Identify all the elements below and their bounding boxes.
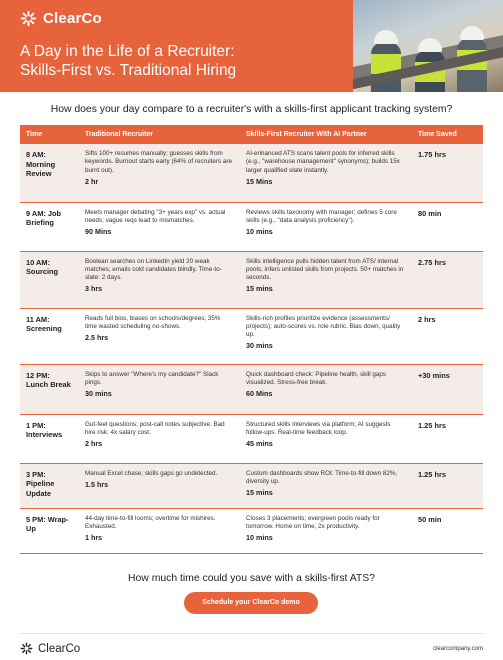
time-saved-value: 2 hrs xyxy=(412,308,483,364)
traditional-cell xyxy=(79,463,240,508)
worker-figure xyxy=(457,38,487,92)
row-time: 11 AM: Screening xyxy=(20,308,79,364)
time-saved-value: 2.75 hrs xyxy=(412,251,483,308)
worker-figure xyxy=(371,42,401,92)
traditional-cell xyxy=(79,144,240,202)
row-time: 3 PM: Pipeline Update xyxy=(20,463,79,508)
traditional-duration: 1.5 hrs xyxy=(85,479,109,489)
column-header-skills-first: Skills-First Recruiter With AI Partner xyxy=(240,125,412,144)
table-row xyxy=(20,508,483,553)
skills-first-duration: 15 mins xyxy=(246,284,273,294)
page-title-line: Skills-First vs. Traditional Hiring xyxy=(20,62,237,79)
traditional-duration: 2 hrs xyxy=(85,439,103,449)
skills-first-cell xyxy=(240,308,412,364)
traditional-cell xyxy=(79,508,240,553)
skills-first-cell xyxy=(240,364,412,414)
table-row xyxy=(20,308,483,364)
table-header-row xyxy=(20,125,483,144)
skills-first-text: Closes 3 placements; evergreen pools ready for tomorrow. Home on time, 2x productivity. xyxy=(246,514,380,530)
skills-first-text: Structured skills interviews via platform; AI suggests follow-ups. Real-time feedback loop. xyxy=(246,420,391,436)
table-row xyxy=(20,144,483,202)
skills-first-cell xyxy=(240,508,412,553)
table-row xyxy=(20,463,483,508)
traditional-duration: 3 hrs xyxy=(85,284,103,294)
traditional-text: Manual Excel chase; skills gaps go undetected. xyxy=(85,469,218,477)
row-time: 8 AM: Morning Review xyxy=(20,144,79,202)
table-row xyxy=(20,251,483,308)
table-row xyxy=(20,364,483,414)
page-title xyxy=(20,42,340,80)
traditional-text: Boolean searches on LinkedIn yield 20 weak matches; emails cold candidates blindly. Time-to-slate: 2 days. xyxy=(85,257,222,282)
skills-first-duration: 30 mins xyxy=(246,341,273,351)
traditional-text: Sifts 100+ resumes manually; guesses skills from keywords. Burnout starts early (64% of recruiters are burnt out). xyxy=(85,150,232,174)
footer-brand-name: ClearCo xyxy=(38,642,81,655)
time-saved-value: 1.25 hrs xyxy=(412,414,483,463)
traditional-text: Gut-feel questions; post-call notes subjective. Bad hire risk: 4x salary cost. xyxy=(85,420,225,436)
row-time: 9 AM: Job Briefing xyxy=(20,202,79,251)
traditional-cell xyxy=(79,364,240,414)
table-row xyxy=(20,414,483,463)
footer-logo[interactable] xyxy=(20,642,80,655)
starburst-logo-icon xyxy=(20,10,37,27)
skills-first-duration: 45 mins xyxy=(246,439,273,449)
traditional-duration: 30 mins xyxy=(85,389,112,399)
traditional-cell xyxy=(79,251,240,308)
column-header-traditional: Traditional Recruiter xyxy=(79,125,240,144)
schedule-demo-button[interactable]: Schedule your ClearCo demo xyxy=(184,592,318,614)
skills-first-text: Custom dashboards show ROI: Time-to-fill down 82%, diversity up. xyxy=(246,469,398,485)
row-time: 12 PM: Lunch Break xyxy=(20,364,79,414)
skills-first-duration: 15 mins xyxy=(246,488,273,498)
traditional-text: 44-day time-to-fill looms; overtime for mishires. Exhausted. xyxy=(85,514,216,530)
traditional-text: Reads full bios, biases on schools/degrees; 35% time wasted scheduling no-shows. xyxy=(85,314,221,330)
worker-figure xyxy=(415,50,445,92)
skills-first-cell xyxy=(240,202,412,251)
skills-first-text: Reviews skills taxonomy with manager; defines 5 core skills (e.g., "data analysis proficiency"). xyxy=(246,208,397,224)
brand-name: ClearCo xyxy=(43,10,102,27)
traditional-text: Skips to answer "Where's my candidate?" Slack pings. xyxy=(85,370,219,386)
row-time: 1 PM: Interviews xyxy=(20,414,79,463)
cta-question: How much time could you save with a skills-first ATS? xyxy=(128,573,375,584)
hero-photo-workers xyxy=(353,0,503,92)
traditional-duration: 2.5 hrs xyxy=(85,333,109,343)
time-saved-value: +30 mins xyxy=(412,364,483,414)
traditional-cell xyxy=(79,308,240,364)
hero-banner xyxy=(0,0,503,92)
traditional-duration: 2 hr xyxy=(85,176,99,186)
skills-first-duration: 15 Mins xyxy=(246,176,273,186)
skills-first-text: Skills-rich profiles prioritize evidence (assessments/ projects); auto-scores vs. role rubric. Bias down, quality up. xyxy=(246,314,401,339)
time-saved-value: 80 min xyxy=(412,202,483,251)
time-saved-value: 1.75 hrs xyxy=(412,144,483,202)
table-row xyxy=(20,202,483,251)
traditional-cell xyxy=(79,202,240,251)
skills-first-text: Quick dashboard check: Pipeline health, skill gaps visualized. Stress-free break. xyxy=(246,370,387,386)
skills-first-duration: 10 mins xyxy=(246,227,273,237)
traditional-duration: 90 Mins xyxy=(85,227,112,237)
comparison-table xyxy=(20,125,483,554)
column-header-time-saved: Time Saved xyxy=(412,125,483,144)
skills-first-cell xyxy=(240,463,412,508)
skills-first-duration: 60 Mins xyxy=(246,389,273,399)
row-time: 10 AM: Sourcing xyxy=(20,251,79,308)
traditional-cell xyxy=(79,414,240,463)
time-saved-value: 1.25 hrs xyxy=(412,463,483,508)
footer-divider xyxy=(20,633,483,634)
starburst-logo-icon xyxy=(20,642,33,655)
column-header-time: Time xyxy=(20,125,79,144)
skills-first-text: Skills intelligence pulls hidden talent from ATS/ internal pools; infers unlisted skills from projects. 50+ matches in seconds. xyxy=(246,257,404,282)
traditional-text: Meets manager debating "3+ years exp" vs. actual needs; vague reqs lead to mismatches. xyxy=(85,208,226,224)
row-time: 5 PM: Wrap-Up xyxy=(20,508,79,553)
traditional-duration: 1 hrs xyxy=(85,533,103,543)
header-logo[interactable] xyxy=(20,10,102,27)
skills-first-text: AI-enhanced ATS scans talent pools for inferred skills (e.g., "warehouse management" synonyms); builds 15x larger qualified slate instantly. xyxy=(246,150,400,174)
footer-url-link[interactable]: clearcompany.com xyxy=(433,646,483,652)
time-saved-value: 50 min xyxy=(412,508,483,553)
skills-first-cell xyxy=(240,251,412,308)
intro-question: How does your day compare to a recruiter's with a skills-first applicant tracking system? xyxy=(50,104,453,115)
page-title-line: A Day in the Life of a Recruiter: xyxy=(20,43,235,60)
skills-first-cell xyxy=(240,144,412,202)
skills-first-cell xyxy=(240,414,412,463)
skills-first-duration: 10 mins xyxy=(246,533,273,543)
